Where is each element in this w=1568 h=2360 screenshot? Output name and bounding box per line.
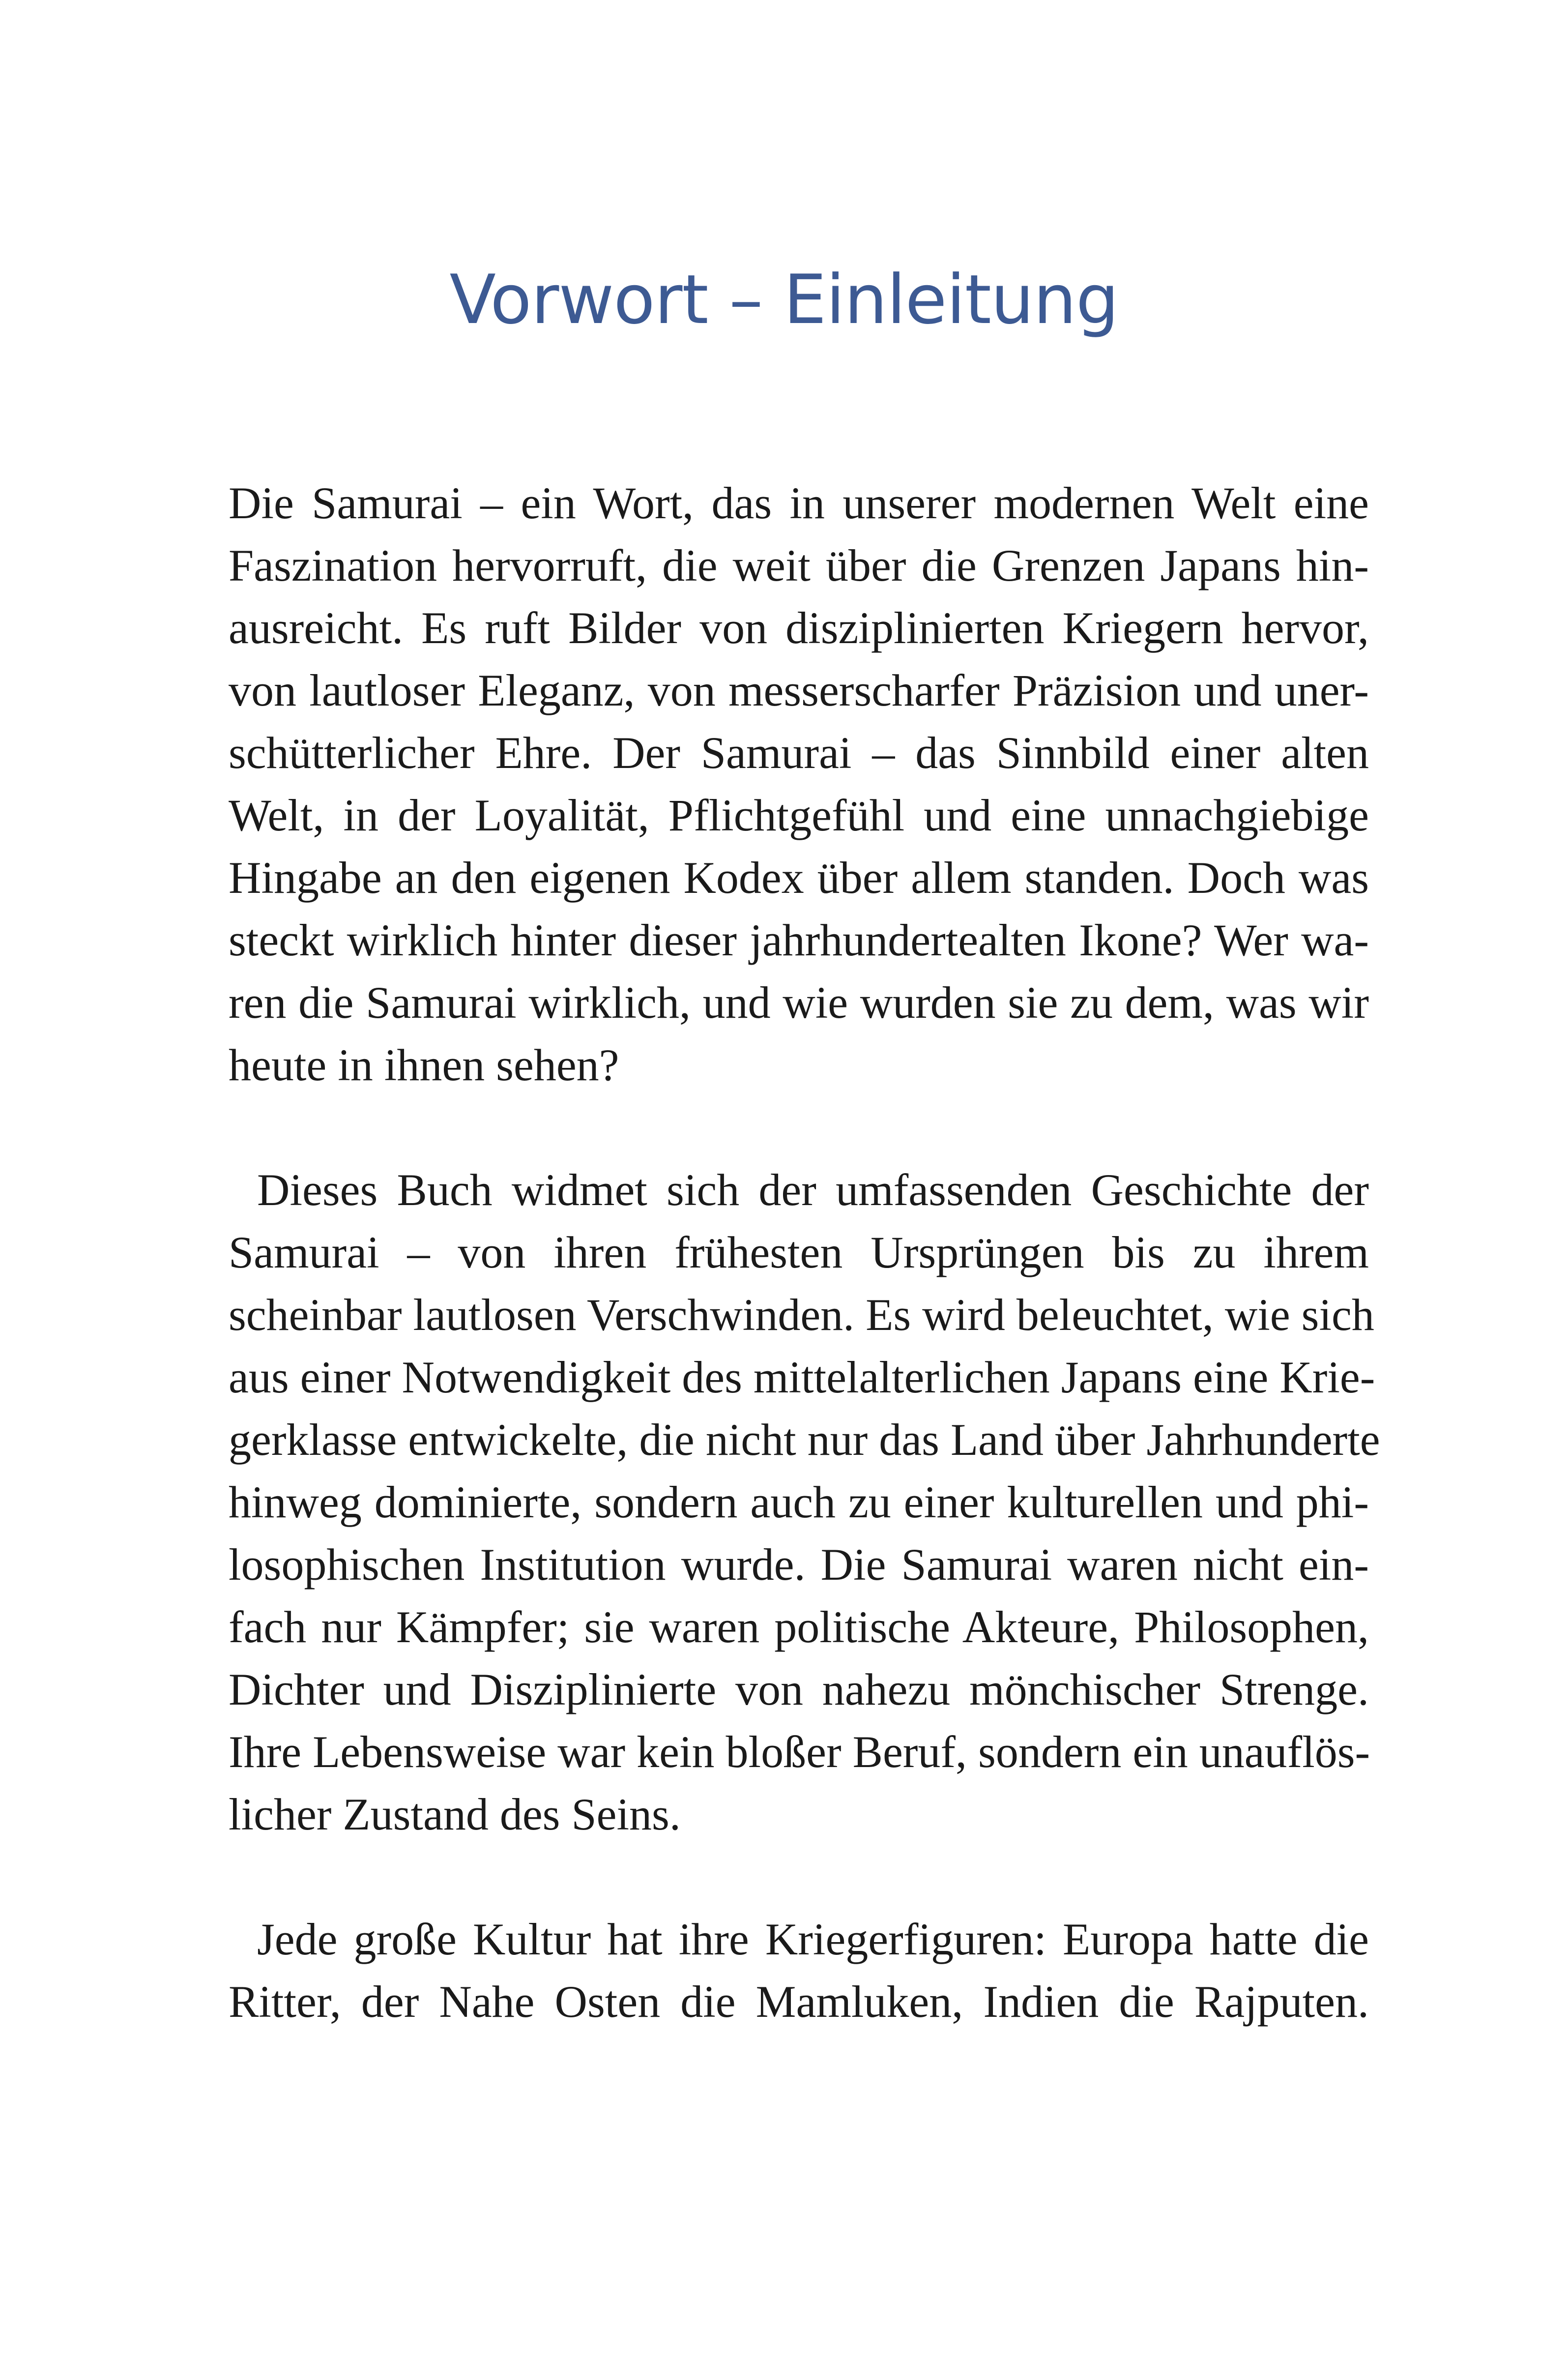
text-line: losophischen Institution wurde. Die Samurai waren nicht ein-: [229, 1539, 1369, 1590]
text-line: Samurai – von ihren frühesten Ursprüngen bis zu ihrem: [229, 1227, 1369, 1277]
text-line: heute in ihnen sehen?: [229, 1040, 619, 1090]
text-line: gerklasse entwickelte, die nicht nur das Land über Jahrhunderte: [229, 1415, 1380, 1465]
text-line: steckt wirklich hinter dieser jahrhundertealten Ikone? Wer wa-: [229, 915, 1369, 965]
text-line: fach nur Kämpfer; sie waren politische Akteure, Philosophen,: [229, 1602, 1369, 1652]
text-line: schütterlicher Ehre. Der Samurai – das Sinnbild einer alten: [229, 728, 1369, 778]
text-line: ren die Samurai wirklich, und wie wurden sie zu dem, was wir: [229, 977, 1369, 1028]
chapter-title: Vorwort – Einleitung: [449, 260, 1119, 339]
text-line: Jede große Kultur hat ihre Kriegerfiguren: Europa hatte die: [257, 1914, 1369, 1964]
text-line: Dichter und Disziplinierte von nahezu mönchischer Strenge.: [229, 1664, 1369, 1714]
text-line: Welt, in der Loyalität, Pflichtgefühl und eine unnachgiebige: [229, 790, 1369, 840]
paragraph-1: [229, 472, 1369, 1096]
text-line: von lautloser Eleganz, von messerscharfer Präzision und uner-: [229, 665, 1369, 715]
text-line: Ihre Lebensweise war kein bloßer Beruf, sondern ein unauflös-: [229, 1727, 1370, 1777]
text-line: ausreicht. Es ruft Bilder von disziplinierten Kriegern hervor,: [229, 603, 1369, 653]
text-line: Dieses Buch widmet sich der umfassenden Geschichte der: [257, 1165, 1369, 1215]
text-line: aus einer Notwendigkeit des mittelalterlichen Japans eine Krie-: [229, 1352, 1375, 1402]
body-text: [229, 472, 1380, 2033]
text-line: Hingabe an den eigenen Kodex über allem standen. Doch was: [229, 853, 1369, 903]
text-line: scheinbar lautlosen Verschwinden. Es wird beleuchtet, wie sich: [229, 1290, 1374, 1340]
text-line: hinweg dominierte, sondern auch zu einer kulturellen und phi-: [229, 1477, 1369, 1527]
paragraph-2: [229, 1159, 1380, 1846]
text-line: Die Samurai – ein Wort, das in unserer modernen Welt eine: [229, 478, 1369, 528]
text-line: Faszination hervorruft, die weit über die Grenzen Japans hin-: [229, 540, 1369, 590]
text-line: Ritter, der Nahe Osten die Mamluken, Indien die Rajputen.: [229, 1976, 1369, 2027]
text-line: licher Zustand des Seins.: [229, 1789, 681, 1839]
paragraph-3: [229, 1908, 1369, 2033]
